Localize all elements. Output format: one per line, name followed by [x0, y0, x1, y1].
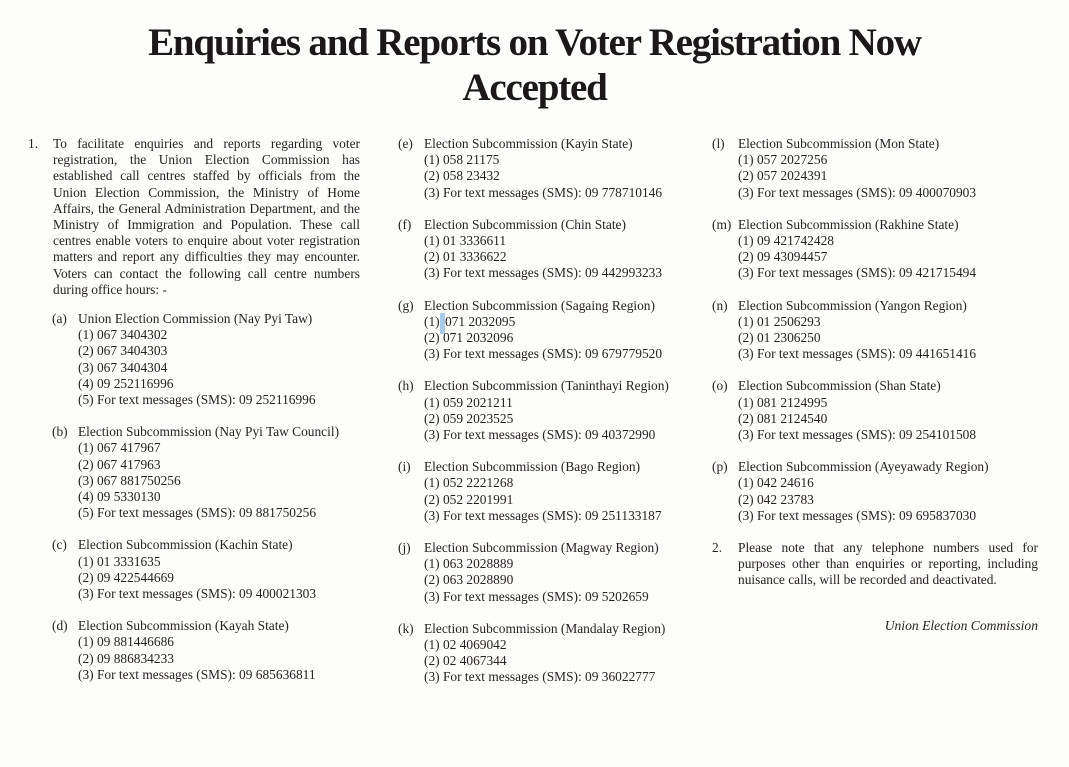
note-paragraph-text: Please note that any telephone numbers used for purposes other than enquiries or reporting, including nuisance calls, will be recorded and deactivated.	[738, 540, 1038, 588]
phone-line: (3) For text messages (SMS): 09 778710146	[424, 184, 663, 200]
phone-line: (1) 057 2027256	[738, 152, 828, 168]
sections-col3	[712, 136, 1038, 524]
sections-col2	[398, 136, 698, 686]
section-letter: (l)	[712, 136, 725, 151]
section-letter: (b)	[52, 424, 68, 440]
phone-line: (3) For text messages (SMS): 09 251133187	[424, 507, 662, 523]
contact-section	[712, 217, 1038, 282]
phone-line: (2) 09 886834233	[78, 650, 174, 666]
phone-line: (2) 071 2032096	[424, 330, 514, 346]
section-letter: (j)	[398, 540, 411, 556]
phone-line: (3) For text messages (SMS): 09 40372990	[424, 427, 656, 443]
phone-line: (3) For text messages (SMS): 09 685636811	[78, 666, 316, 682]
phone-line: (1) 058 21175	[424, 152, 500, 168]
contact-section	[398, 217, 698, 282]
signature: Union Election Commission	[884, 617, 1038, 633]
contact-section	[712, 459, 1038, 524]
phone-line: (2) 059 2023525	[424, 410, 514, 426]
section-heading	[398, 459, 698, 475]
section-name: Election Subcommission (Kachin State)	[78, 537, 293, 553]
section-letter: (k)	[398, 620, 414, 636]
contact-section	[712, 378, 1038, 443]
contact-section	[398, 136, 698, 201]
section-letter: (a)	[52, 311, 67, 327]
section-heading	[712, 459, 1038, 475]
phone-line: (1) 042 24616	[738, 475, 814, 491]
phone-line: (3) For text messages (SMS): 09 421715494	[738, 265, 977, 281]
section-heading	[52, 537, 360, 553]
phone-line: (1) 09 881446686	[78, 634, 174, 650]
section-name: Election Subcommission (Kayah State)	[78, 618, 289, 634]
phone-line: (2) 01 2306250	[738, 330, 821, 346]
phone-line: (1) 02 4069042	[424, 637, 507, 653]
phone-line: (3) 067 3404304	[78, 359, 168, 375]
phone-line: (2) 042 23783	[738, 491, 814, 507]
section-letter: (f)	[398, 216, 412, 232]
section-heading	[398, 378, 698, 394]
phone-line: (1) 01 2506293	[738, 313, 821, 329]
contact-section	[398, 621, 698, 686]
phone-line: (3) For text messages (SMS): 09 695837030	[738, 507, 977, 523]
section-letter: (i)	[398, 459, 411, 475]
section-heading	[398, 540, 698, 556]
phone-line: (2) 067 417963	[78, 456, 161, 472]
section-name: Election Subcommission (Mon State)	[738, 136, 940, 151]
phone-line: (2) 081 2124540	[738, 410, 828, 426]
phone-line: (1) 052 2221268	[424, 475, 514, 491]
phone-line: (2) 063 2028890	[424, 572, 514, 588]
phone-line: (3) For text messages (SMS): 09 400070903	[738, 184, 977, 200]
note-paragraph	[712, 540, 1038, 589]
phone-line: (1) 09 421742428	[738, 233, 834, 249]
phone-line: (2) 02 4067344	[424, 653, 507, 669]
phone-line: (3) For text messages (SMS): 09 5202659	[424, 588, 649, 604]
section-heading	[398, 620, 698, 637]
phone-line: (2) 09 422544669	[78, 569, 174, 585]
section-heading	[398, 297, 698, 314]
contact-section	[712, 298, 1038, 363]
phone-line: (3) For text messages (SMS): 09 442993233	[424, 265, 663, 281]
section-name: Election Subcommission (Ayeyawady Region)	[738, 459, 989, 475]
section-name: Election Subcommission (Taninthayi Region)	[424, 378, 669, 394]
phone-line: (1) 081 2124995	[738, 394, 828, 410]
page-title-line2: Accepted	[462, 66, 607, 109]
page-title-line1: Enquiries and Reports on Voter Registration Now	[148, 21, 921, 64]
phone-line: (2) 067 3404303	[78, 343, 168, 359]
section-letter: (g)	[398, 297, 414, 313]
note-paragraph-number: 2.	[712, 540, 723, 556]
phone-line: (3) For text messages (SMS): 09 254101508	[738, 427, 977, 443]
phone-line: (1) 01 3336611	[424, 233, 507, 249]
section-heading	[712, 378, 1038, 394]
phone-line: (1) 067 417967	[78, 440, 161, 456]
section-letter: (h)	[398, 378, 414, 394]
page-title	[0, 20, 1069, 110]
phone-line: (2) 057 2024391	[738, 168, 828, 184]
section-name: Election Subcommission (Shan State)	[738, 378, 941, 394]
phone-line	[424, 314, 698, 330]
section-name: Election Subcommission (Rakhine State)	[738, 216, 959, 232]
section-name: Union Election Commission (Nay Pyi Taw)	[78, 311, 313, 327]
contact-section	[52, 618, 360, 683]
section-letter: (o)	[712, 378, 728, 394]
phone-line: (5) For text messages (SMS): 09 252116996	[78, 392, 316, 408]
section-name: Election Subcommission (Magway Region)	[424, 540, 659, 556]
phone-line: (5) For text messages (SMS): 09 881750256	[78, 505, 317, 521]
section-heading	[398, 136, 698, 152]
section-heading	[52, 618, 360, 634]
phone-line: (3) For text messages (SMS): 09 36022777	[424, 669, 656, 685]
section-letter: (p)	[712, 459, 728, 475]
phone-line: (3) 067 881750256	[78, 472, 181, 488]
section-letter: (n)	[712, 297, 728, 313]
section-heading	[52, 311, 360, 327]
phone-line: (1) 063 2028889	[424, 556, 514, 572]
section-heading	[712, 297, 1038, 314]
section-letter: (m)	[712, 216, 732, 232]
intro-paragraph-text: To facilitate enquiries and reports regarding voter registration, the Union Election Commission has established call centres staffed by officials from the Union Election Commission, the Ministry of Home Affairs, the General Administration Department, and the Ministry of Immigration and Population. These call centres enable voters to enquire about voter registration matters and report any difficulties they may encounter. Voters can contact the following call centre numbers during office hours: -	[53, 136, 360, 297]
section-heading	[712, 216, 1038, 233]
section-name: Election Subcommission (Bago Region)	[424, 459, 641, 475]
phone-line: (1) 067 3404302	[78, 327, 168, 343]
section-name: Election Subcommission (Chin State)	[424, 216, 626, 232]
section-letter: (e)	[398, 136, 413, 151]
contact-section	[398, 540, 698, 605]
phone-line: (3) For text messages (SMS): 09 679779520	[424, 346, 663, 362]
contact-section	[398, 378, 698, 443]
contact-section	[52, 537, 360, 602]
sections-col1	[28, 311, 360, 683]
column-1	[28, 136, 360, 699]
section-letter: (d)	[52, 618, 68, 634]
section-heading	[398, 216, 698, 233]
contact-section	[52, 311, 360, 408]
phone-line: (3) For text messages (SMS): 09 441651416	[738, 346, 977, 362]
contact-section	[398, 459, 698, 524]
contact-section	[52, 424, 360, 521]
phone-line-number: 071 2032095	[444, 313, 516, 329]
section-heading	[712, 136, 1038, 152]
section-name: Election Subcommission (Kayin State)	[424, 136, 633, 151]
phone-line: (2) 01 3336622	[424, 249, 507, 265]
section-letter: (c)	[52, 537, 67, 553]
phone-line: (3) For text messages (SMS): 09 400021303	[78, 586, 317, 602]
phone-line: (4) 09 5330130	[78, 489, 161, 505]
intro-paragraph-number: 1.	[28, 136, 39, 151]
section-name: Election Subcommission (Sagaing Region)	[424, 297, 655, 313]
intro-paragraph	[28, 136, 360, 298]
contact-section	[712, 136, 1038, 201]
phone-line: (2) 052 2201991	[424, 491, 514, 507]
section-name: Election Subcommission (Yangon Region)	[738, 297, 967, 313]
phone-line: (4) 09 252116996	[78, 375, 174, 391]
section-name: Election Subcommission (Mandalay Region)	[424, 620, 666, 636]
contact-section	[398, 298, 698, 363]
section-name: Election Subcommission (Nay Pyi Taw Council)	[78, 424, 340, 440]
phone-line: (1) 01 3331635	[78, 553, 161, 569]
column-2	[398, 136, 698, 702]
section-heading	[52, 424, 360, 440]
phone-line: (2) 058 23432	[424, 168, 500, 184]
phone-line-prefix: (1)	[424, 313, 440, 329]
phone-line: (2) 09 43094457	[738, 249, 828, 265]
column-3	[712, 136, 1038, 634]
phone-line: (1) 059 2021211	[424, 394, 513, 410]
